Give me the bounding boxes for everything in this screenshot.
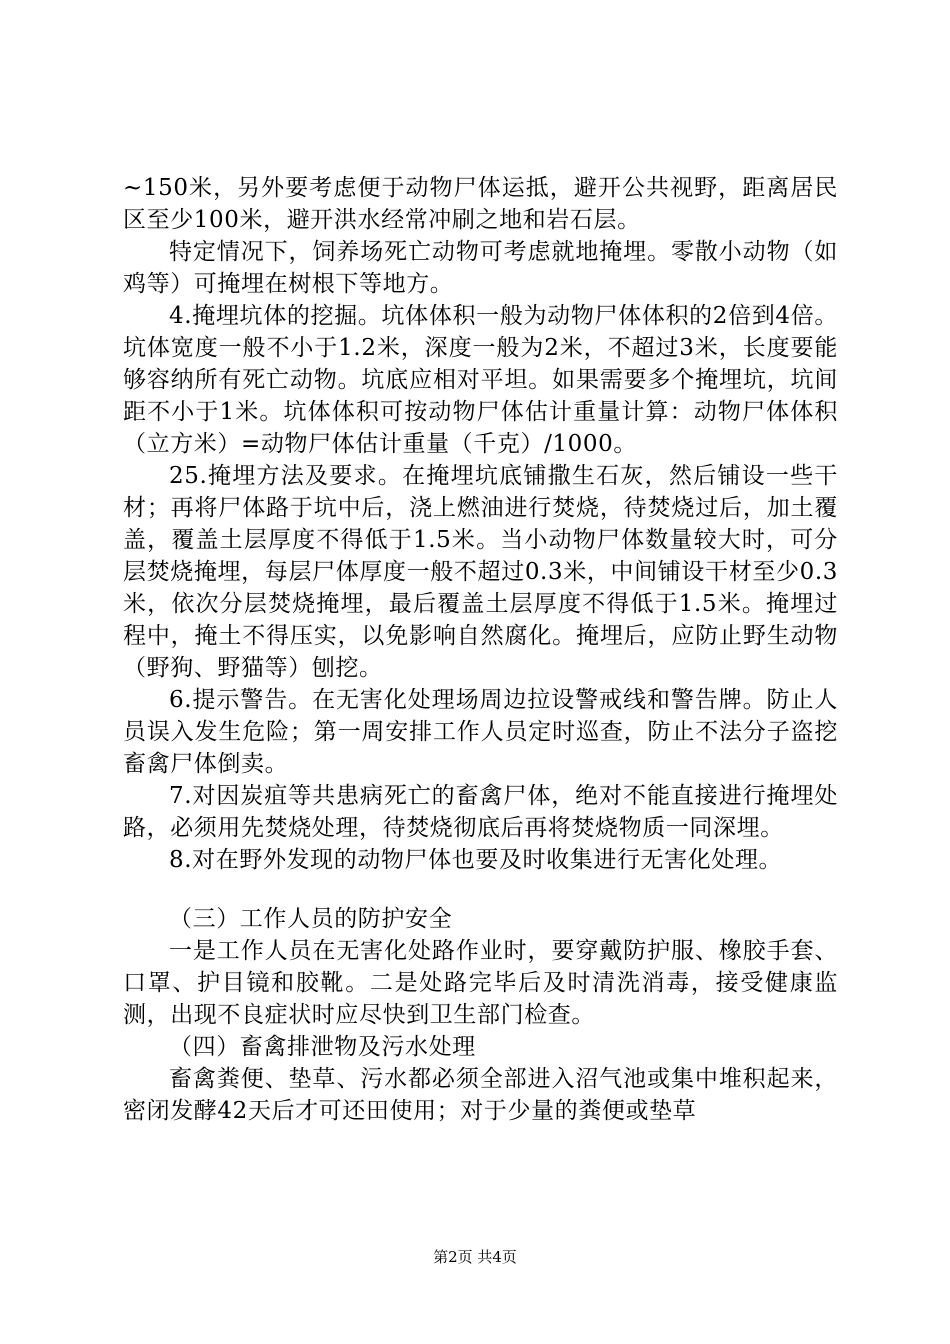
- section-heading-waste-water: （四）畜禽排泄物及污水处理: [169, 1034, 476, 1060]
- section-heading-worker-safety: （三）工作人员的防护安全: [169, 906, 453, 932]
- paragraph-warning: 6.提示警告。在无害化处理场周边拉设警戒线和警告牌。防止人员误入发生危险；第一周安排工作人员定时巡查，防止不法分子盗挖畜禽尸体倒卖。: [123, 687, 838, 777]
- document-body: [123, 172, 838, 1127]
- paragraph-pit-digging: 4.掩埋坑体的挖掘。坑体体积一般为动物尸体体积的2倍到4倍。坑体宽度一般不小于1.2米，深度一般为2米，不超过3米，长度要能够容纳所有死亡动物。坑底应相对平坦。如果需要多个掩埋坑，坑间距不小于1米。坑体体积可按动物尸体估计重量计算：动物尸体体积（立方米）=动物尸体估计重量（千克）/1000。: [123, 303, 838, 457]
- paragraph-distance: ~150米，另外要考虑便于动物尸体运抵，避开公共视野，距离居民区至少100米，避开洪水经常冲刷之地和岩石层。: [123, 175, 838, 233]
- paragraph-waste-water: 畜禽粪便、垫草、污水都必须全部进入沼气池或集中堆积起来，密闭发酵42天后才可还田使用；对于少量的粪便或垫草: [123, 1066, 838, 1124]
- section-spacer: [123, 876, 838, 903]
- paragraph-worker-safety: 一是工作人员在无害化处路作业时，要穿戴防护服、橡胶手套、口罩、护目镜和胶靴。二是处路完毕后及时清洗消毒，接受健康监测，出现不良症状时应尽快到卫生部门检查。: [123, 938, 838, 1028]
- paragraph-on-site-burial: 特定情况下，饲养场死亡动物可考虑就地掩埋。零散小动物（如鸡等）可掩埋在树根下等地方。: [123, 239, 838, 297]
- page-footer: 第2页 共4页: [433, 1248, 517, 1266]
- paragraph-burial-method: 25.掩埋方法及要求。在掩埋坑底铺撒生石灰，然后铺设一些干材；再将尸体路于坑中后，浇上燃油进行焚烧，待焚烧过后，加土覆盖，覆盖土层厚度不得低于1.5米。当小动物尸体数量较大时，可分层焚烧掩埋，每层尸体厚度一般不超过0.3米，中间铺设干材至少0.3米，依次分层焚烧掩埋，最后覆盖土层厚度不得低于1.5米。掩埋过程中，掩土不得压实，以免影响自然腐化。掩埋后，应防止野生动物（野狗、野猫等）刨挖。: [123, 463, 838, 681]
- paragraph-field-carcass: 8.对在野外发现的动物尸体也要及时收集进行无害化处理。: [169, 847, 783, 873]
- paragraph-anthrax: 7.对因炭疽等共患病死亡的畜禽尸体，绝对不能直接进行掩埋处路，必须用先焚烧处理，待焚烧彻底后再将焚烧物质一同深埋。: [123, 783, 838, 841]
